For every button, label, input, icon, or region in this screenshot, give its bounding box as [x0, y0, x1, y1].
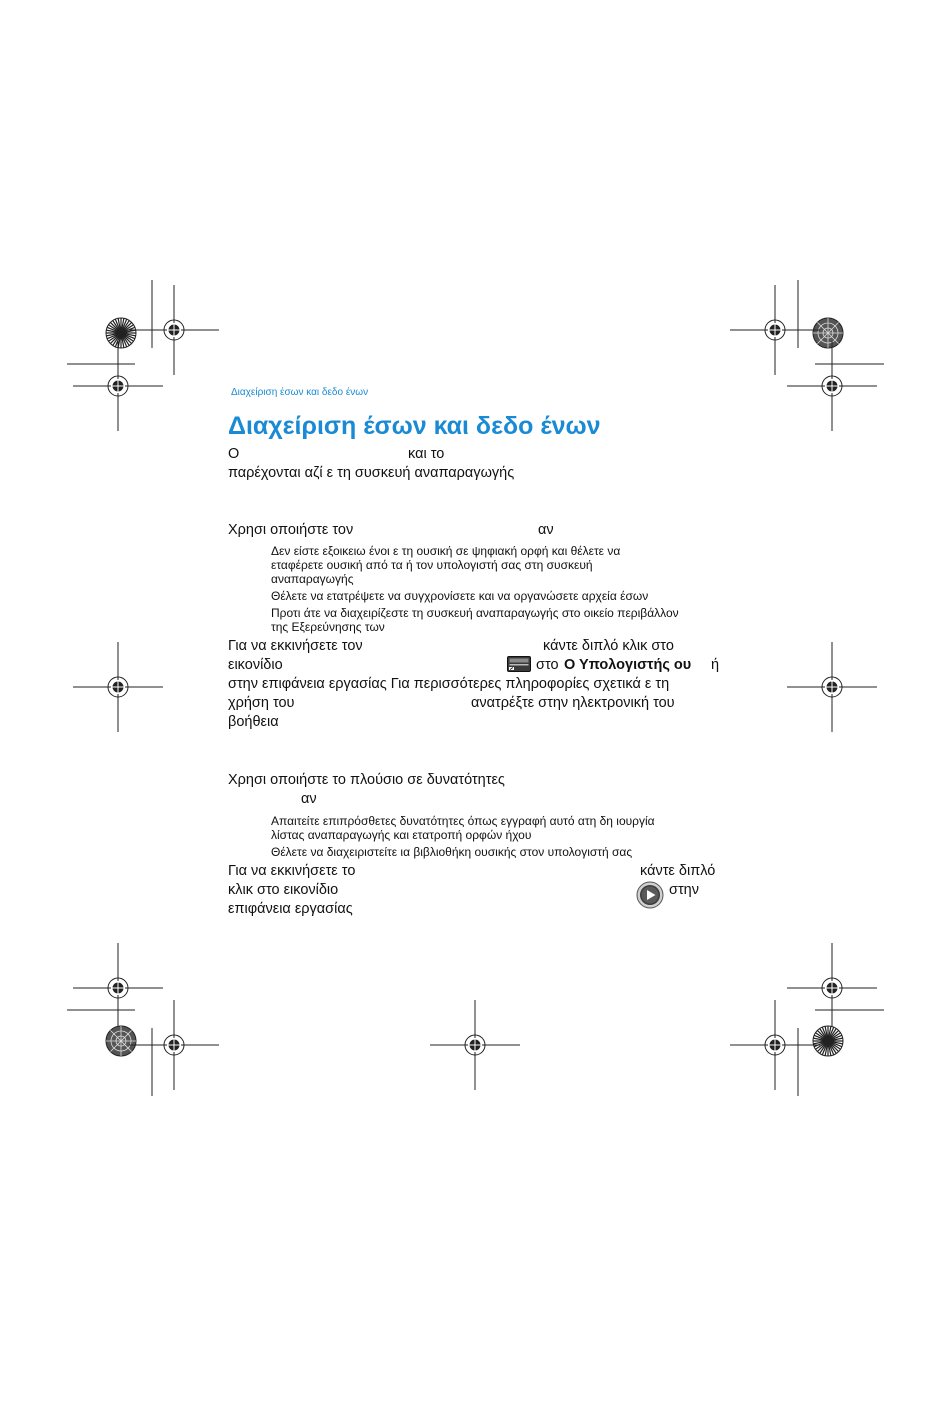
section1-bullet-3-line2: της Εξερεύνησης των	[271, 620, 385, 634]
section1-para-4a: χρήση του	[228, 695, 295, 711]
section2-bullet-1-line2: λίστας αναπαραγωγής και ετατροπή ορφών ήχου	[271, 828, 532, 842]
section1-para-2a: εικονίδιο	[228, 657, 283, 673]
section2-bullet-2-line1: Θέλετε να διαχειριστείτε ια βιβλιοθήκη ουσικής στον υπολογιστή σας	[271, 845, 633, 859]
intro-text-1b: και το	[408, 446, 445, 462]
section2-lead-2: αν	[301, 791, 317, 807]
section1-para-1a: Για να εκκινήσετε τον	[228, 638, 363, 654]
section1-para-2c: ή	[711, 657, 720, 673]
intro-text-1a: Ο	[228, 446, 240, 462]
section1-bullet-3-line1: Προτι άτε να διαχειρίζεστε τη συσκευή αναπαραγωγής στο οικείο περιβάλλον	[271, 606, 679, 620]
section1-para-2b: στο	[536, 657, 559, 673]
section1-bullet-2-line1: Θέλετε να ετατρέψετε να συγχρονίσετε και να οργανώσετε αρχεία έσων	[271, 589, 649, 603]
my-computer-icon[interactable]	[507, 656, 531, 672]
section1-para-3: στην επιφάνεια εργασίας Για περισσότερες πληροφορίες σχετικά ε τη	[228, 676, 670, 692]
section2-lead-1: Χρησι οποιήστε το πλούσιο σε δυνατότητες	[228, 772, 505, 788]
my-computer-label: Ο Υπολογιστής ου	[564, 657, 692, 673]
section1-para-1b: κάντε διπλό κλικ στο	[543, 638, 674, 654]
section2-para-2a: κλικ στο εικονίδιο	[228, 882, 339, 898]
section1-lead-b: αν	[538, 522, 554, 538]
section2-para-3: επιφάνεια εργασίας	[228, 901, 353, 917]
page-title: Διαχείριση έσων και δεδο ένων	[228, 412, 601, 440]
section2-para-1b: κάντε διπλό	[640, 863, 716, 879]
section1-bullet-1-line3: αναπαραγωγής	[271, 572, 354, 586]
section1-bullet-1-line1: Δεν είστε εξοικειω ένοι ε τη ουσική σε ψηφιακή ορφή και θέλετε να	[271, 544, 621, 558]
section1-para-4b: ανατρέξτε στην ηλεκτρονική του	[471, 695, 675, 711]
running-header: Διαχείριση έσων και δεδο ένων	[231, 387, 369, 398]
section1-lead-a: Χρησι οποιήστε τον	[228, 522, 354, 538]
section1-bullet-1-line2: εταφέρετε ουσική από τα ή τον υπολογιστή σας στη συσκευή	[271, 558, 593, 572]
section2-para-2b: στην	[669, 882, 699, 898]
media-player-icon[interactable]	[636, 881, 664, 909]
section1-para-5: βοήθεια	[228, 714, 279, 730]
section2-bullet-1-line1: Απαιτείτε επιπρόσθετες δυνατότητες όπως εγγραφή αυτό ατη δη ιουργία	[271, 814, 655, 828]
intro-text-2: παρέχονται αζί ε τη συσκευή αναπαραγωγής	[228, 465, 515, 481]
section2-para-1a: Για να εκκινήσετε το	[228, 863, 356, 879]
